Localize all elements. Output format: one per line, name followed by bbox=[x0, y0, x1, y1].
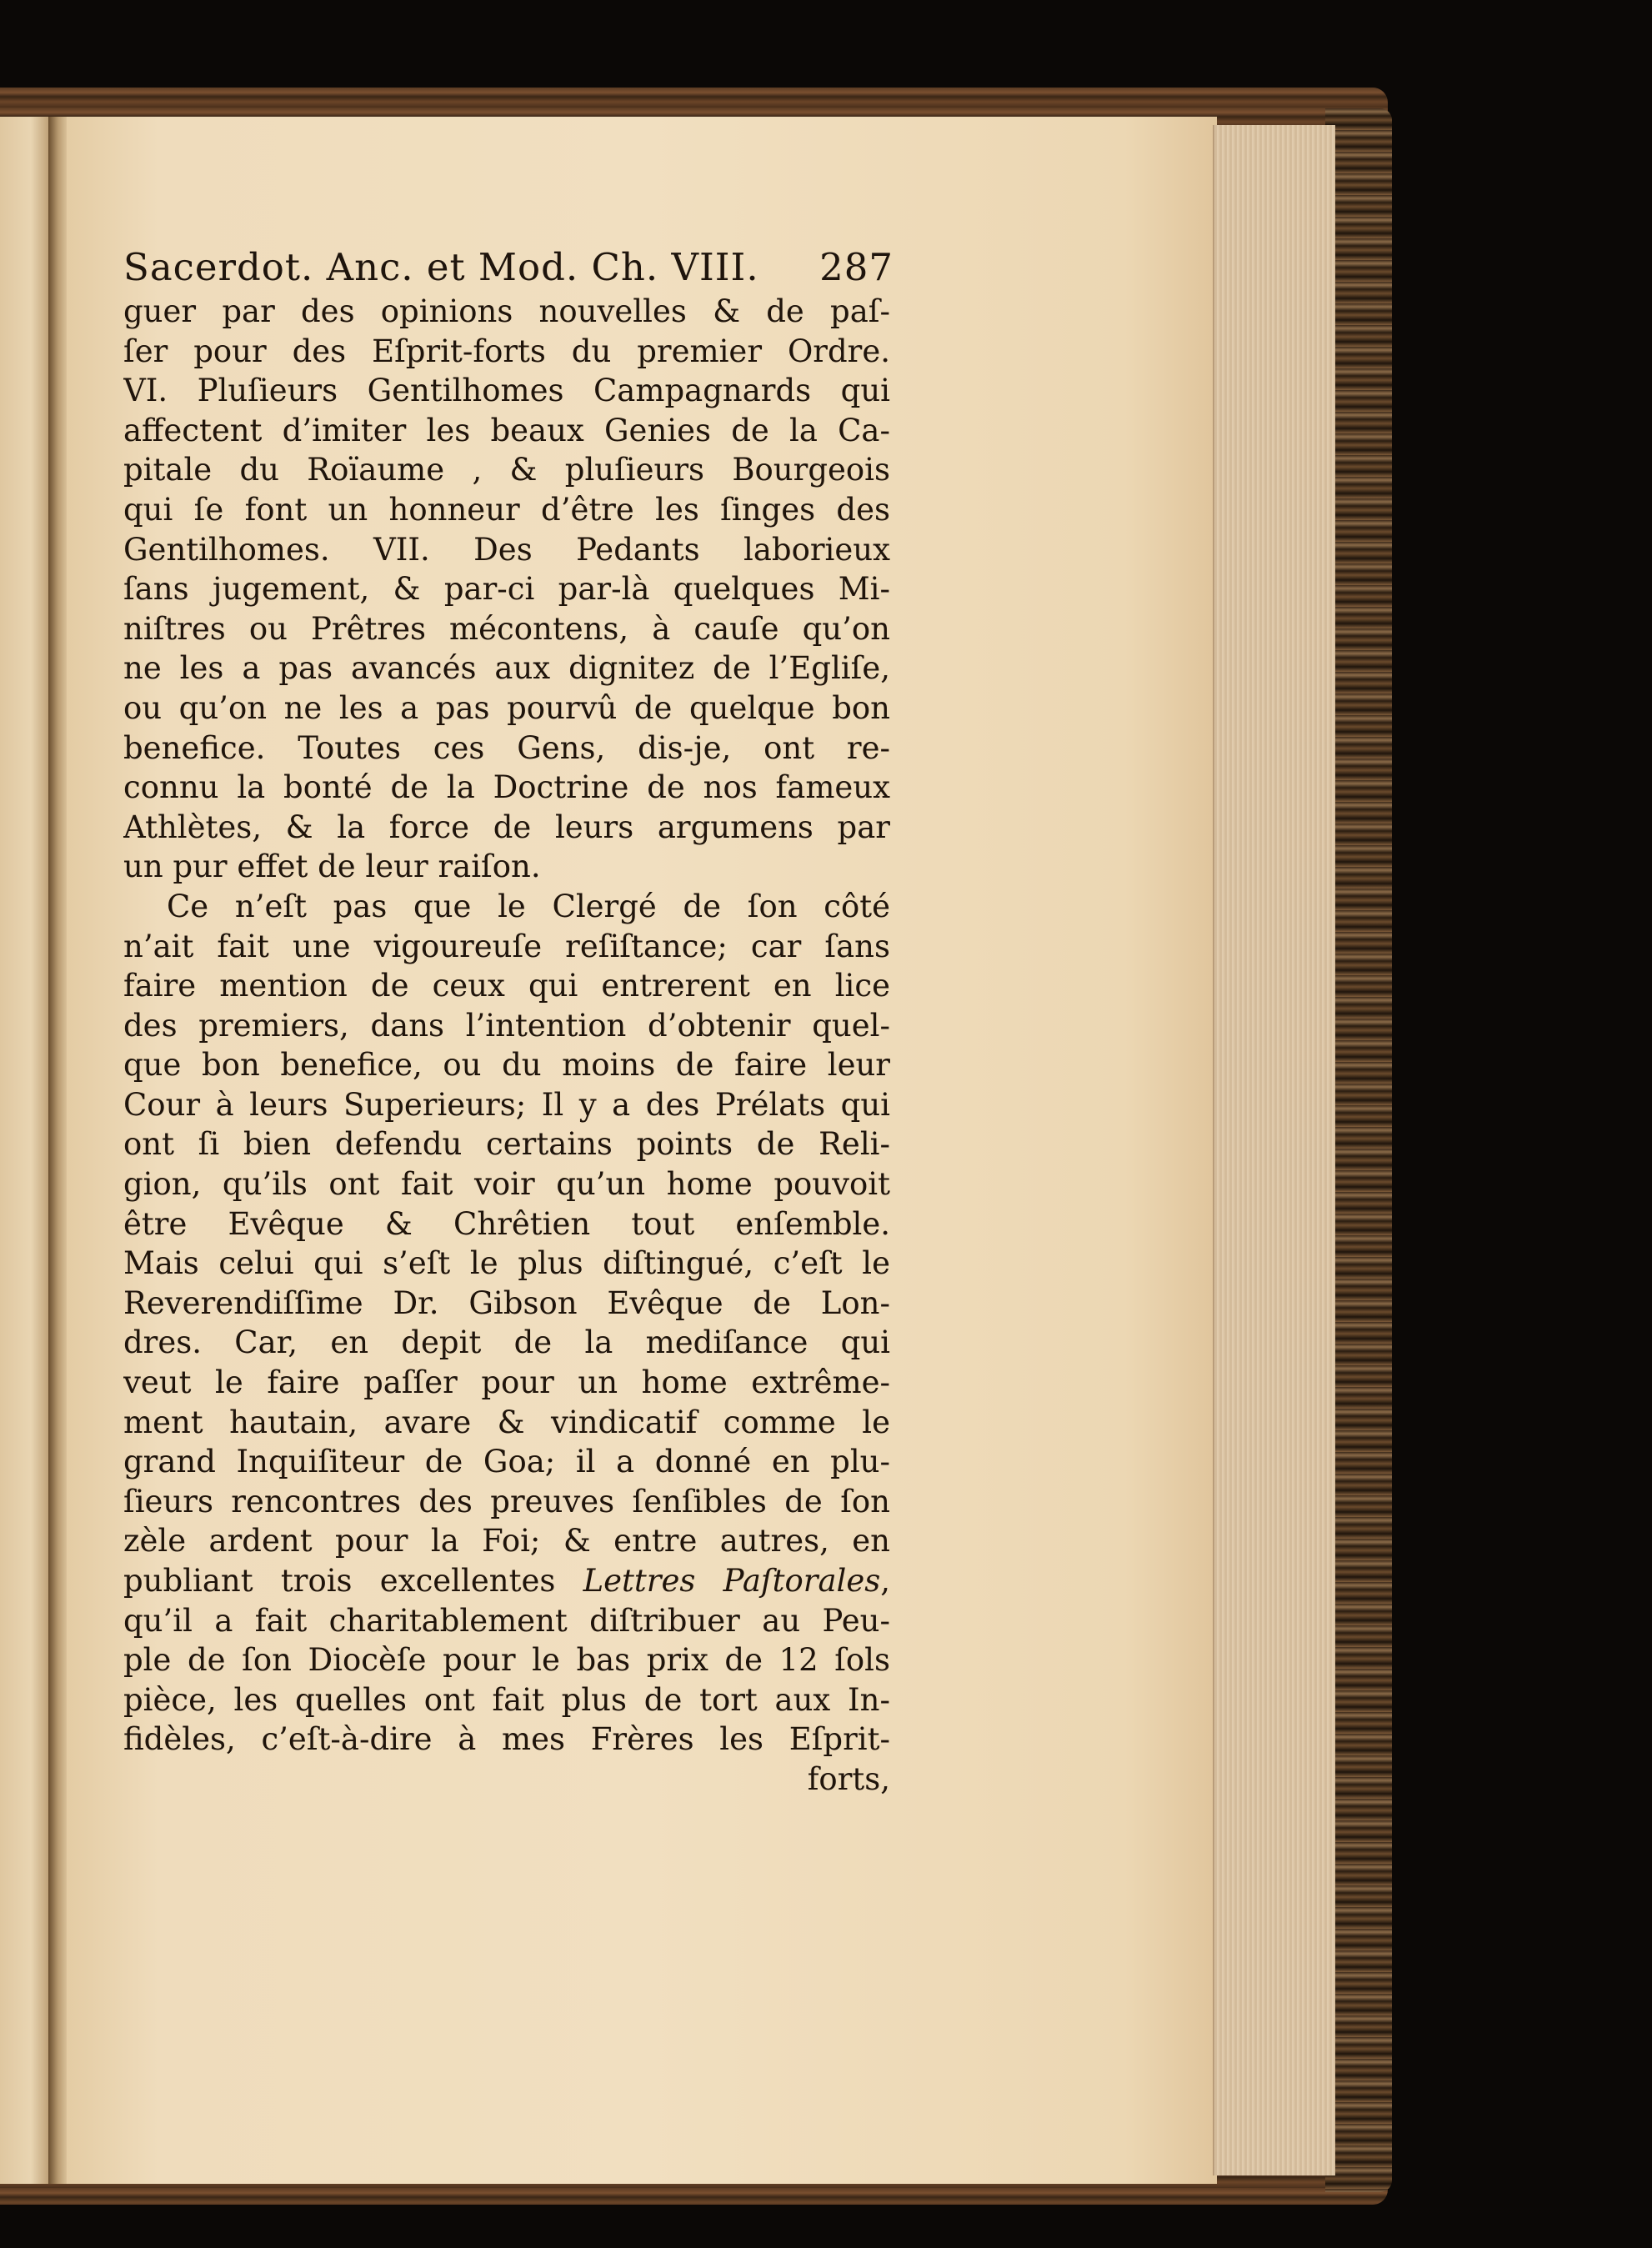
running-header bbox=[123, 237, 894, 297]
text-span: publiant trois excellentes bbox=[123, 1563, 583, 1599]
text-line: ſer pour des Eſprit-forts du premier Ordre. bbox=[123, 333, 890, 369]
text-line: ne les a pas avancés aux dignitez de l’Egliſe, bbox=[123, 650, 890, 687]
catchword: forts, bbox=[807, 1760, 890, 1797]
text-line: ont ſi bien defendu certains points de Reli- bbox=[123, 1126, 890, 1163]
text-line: ſans jugement, & par-ci par-là quelques Mi- bbox=[123, 571, 890, 608]
text-line: ment hautain, avare & vindicatif comme le bbox=[123, 1404, 890, 1440]
text-line: connu la bonté de la Doctrine de nos fameux bbox=[123, 769, 890, 806]
text-line: benefice. Toutes ces Gens, dis-je, ont re- bbox=[123, 729, 890, 766]
italic-title: Lettres Paſtorales bbox=[583, 1563, 881, 1599]
text-line: Reverendiſſime Dr. Gibson Evêque de Lon- bbox=[123, 1284, 890, 1321]
text-line: Mais celui qui s’eſt le plus diſtingué, c’eſt le bbox=[123, 1245, 890, 1282]
page-number: 287 bbox=[819, 244, 894, 289]
text-line: affectent d’imiter les beaux Genies de la Ca- bbox=[123, 412, 890, 448]
text-line: Ce n’eſt pas que le Clergé de ſon côté bbox=[167, 888, 890, 924]
text-line: niſtres ou Prêtres mécontens, à cauſe qu’on bbox=[123, 610, 890, 647]
text-line: VI. Pluſieurs Gentilhomes Campagnards qui bbox=[123, 373, 890, 409]
text-span: , bbox=[880, 1563, 890, 1599]
text-line: grand Inquiſiteur de Goa; il a donné en plu- bbox=[123, 1444, 890, 1480]
text-line: faire mention de ceux qui entrerent en lice bbox=[123, 968, 890, 1004]
text-line: Cour à leurs Superieurs; Il y a des Prélats qui bbox=[123, 1086, 890, 1123]
text-line: ou qu’on ne les a pas pourvû de quelque bon bbox=[123, 689, 890, 726]
text-line: un pur effet de leur raiſon. bbox=[123, 849, 541, 885]
text-line-with-italic bbox=[123, 1561, 890, 1601]
text-line: pitale du Roïaume , & pluſieurs Bourgeois bbox=[123, 452, 890, 488]
text-line: des premiers, dans l’intention d’obtenir quel- bbox=[123, 1007, 890, 1044]
text-line: qu’il a fait charitablement diſtribuer au Peu- bbox=[123, 1602, 890, 1639]
cover-edge bbox=[1325, 108, 1392, 2192]
running-title: Sacerdot. Anc. et Mod. Ch. VIII. bbox=[123, 244, 759, 289]
text-line: qui ſe font un honneur d’être les ſinges des bbox=[123, 491, 890, 528]
text-line: que bon benefice, ou du moins de faire leur bbox=[123, 1047, 890, 1084]
text-line: pièce, les quelles ont fait plus de tort aux In- bbox=[123, 1681, 890, 1718]
text-line: gion, qu’ils ont fait voir qu’un home pouvoit bbox=[123, 1166, 890, 1203]
text-line: n’ait fait une vigoureuſe reſiſtance; car ſans bbox=[123, 928, 890, 964]
text-line: Gentilhomes. VII. Des Pedants laborieux bbox=[123, 531, 890, 568]
facing-page-edge bbox=[0, 117, 52, 2184]
page-fore-edge bbox=[1213, 125, 1335, 2175]
text-line: ſieurs rencontres des preuves ſenſibles de ſon bbox=[123, 1483, 890, 1520]
text-line: être Evêque & Chrêtien tout enſemble. bbox=[123, 1205, 890, 1242]
text-line: dres. Car, en depit de la mediſance qui bbox=[123, 1324, 890, 1361]
text-line: fidèles, c’eſt-à-dire à mes Frères les Eſprit- bbox=[123, 1721, 890, 1758]
text-line: zèle ardent pour la Foi; & entre autres, en bbox=[123, 1523, 890, 1560]
text-line: guer par des opinions nouvelles & de paſ- bbox=[123, 293, 890, 329]
text-line: veut le faire paſſer pour un home extrême- bbox=[123, 1364, 890, 1401]
body-text bbox=[123, 292, 890, 1800]
text-line: Athlètes, & la force de leurs argumens par bbox=[123, 809, 890, 845]
text-line: ple de ſon Diocèſe pour le bas prix de 12 ſols bbox=[123, 1642, 890, 1679]
